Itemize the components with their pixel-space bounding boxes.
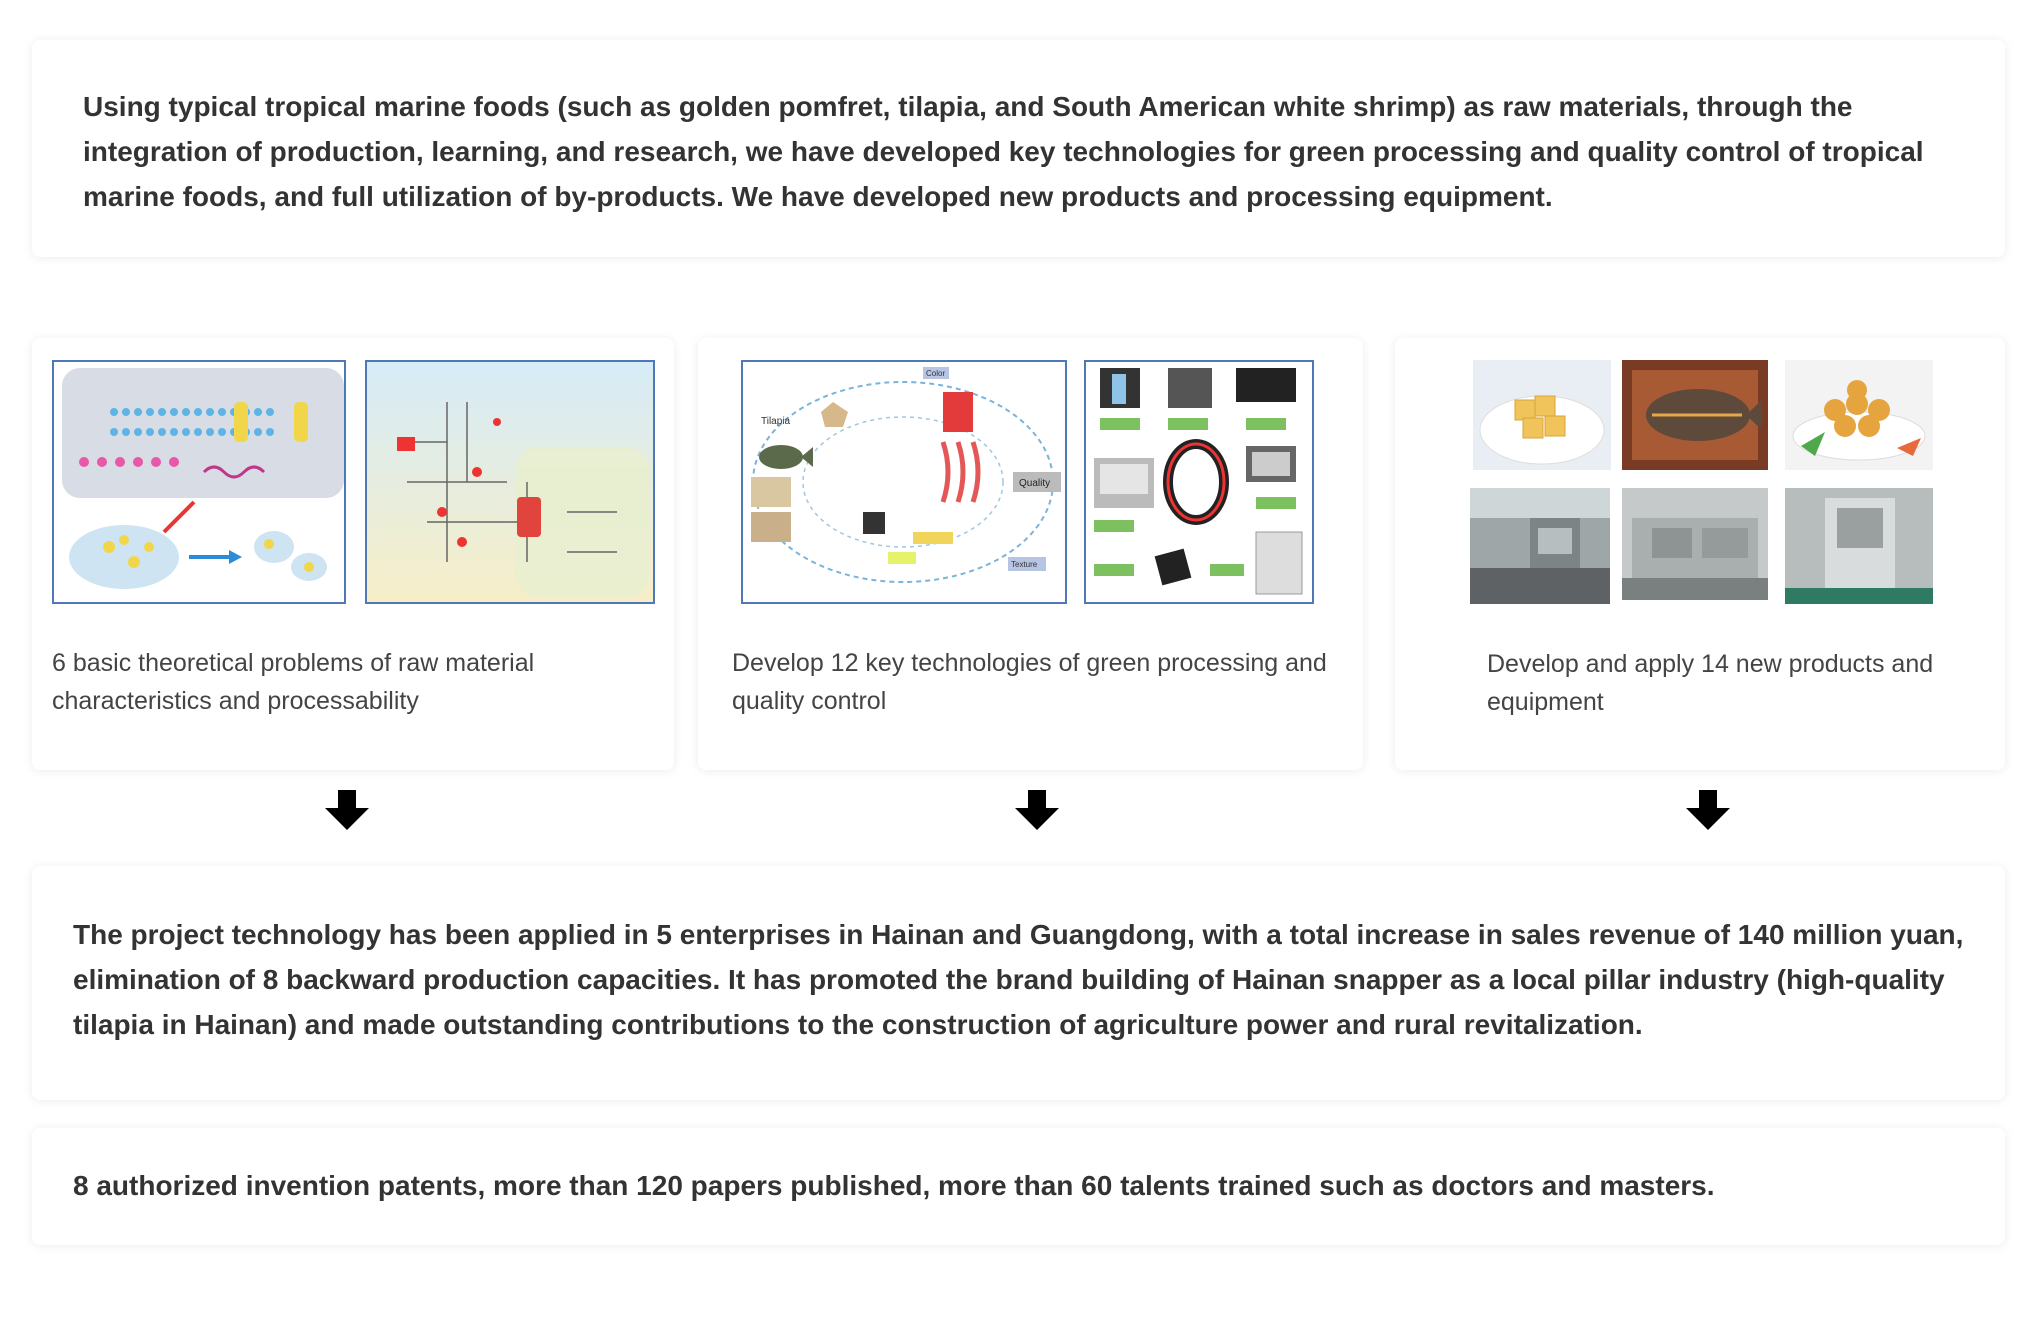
intro-text: Using typical tropical marine foods (such as golden pomfret, tilapia, and South American white shrimp) as raw materials, through the integration of production, learning, and research, we have developed key technologies for green processing and quality control of tropical marine foods, and full utilization of by-products. We have developed new products and processing equipment. [83, 91, 1924, 212]
machine-photo-1 [1470, 488, 1610, 604]
machine-photo-3 [1785, 488, 1933, 604]
products-card [1395, 338, 2005, 770]
products-caption: Develop and apply 14 new products and equipment [1487, 650, 1934, 716]
fish-tofu-photo [1473, 360, 1611, 470]
tilapia-label: Tilapia [761, 416, 791, 427]
processing-instruments-graphic [1086, 362, 1312, 602]
patent-card [32, 1128, 2005, 1245]
intro-card [32, 40, 2005, 257]
metabolic-pathway-graphic [367, 362, 653, 602]
result-card [32, 866, 2005, 1100]
membrane-diagram [52, 360, 346, 604]
theory-caption: 6 basic theoretical problems of raw material characteristics and processability [52, 649, 535, 715]
machine-photo-2 [1622, 488, 1768, 600]
technology-caption: Develop 12 key technologies of green processing and quality control [732, 649, 1327, 715]
tilapia-process-diagram [741, 360, 1067, 604]
membrane-diagram-graphic [54, 362, 344, 602]
theory-card [32, 338, 674, 770]
grilled-fish-photo [1622, 360, 1768, 470]
color-label: Color [926, 369, 946, 378]
patent-text: 8 authorized invention patents, more than 120 papers published, more than 60 talents trained such as doctors and masters. [73, 1170, 1715, 1201]
down-arrow-icon [1015, 790, 1059, 830]
metabolic-pathway-diagram [365, 360, 655, 604]
technology-card [698, 338, 1363, 770]
result-text: The project technology has been applied in 5 enterprises in Hainan and Guangdong, with a total increase in sales revenue of 140 million yuan, elimination of 8 backward production capacities. It has promoted the brand building of Hainan snapper as a local pillar industry (high-quality tilapia in Hainan) and made outstanding contributions to the construction of agriculture power and rural revitalization. [73, 919, 1964, 1040]
processing-instruments-diagram [1084, 360, 1314, 604]
texture-label: Texture [1011, 560, 1038, 569]
down-arrow-icon [325, 790, 369, 830]
down-arrow-icon [1686, 790, 1730, 830]
fish-ball-photo [1785, 360, 1933, 470]
tilapia-process-graphic [743, 362, 1065, 602]
quality-label: Quality [1019, 478, 1051, 489]
